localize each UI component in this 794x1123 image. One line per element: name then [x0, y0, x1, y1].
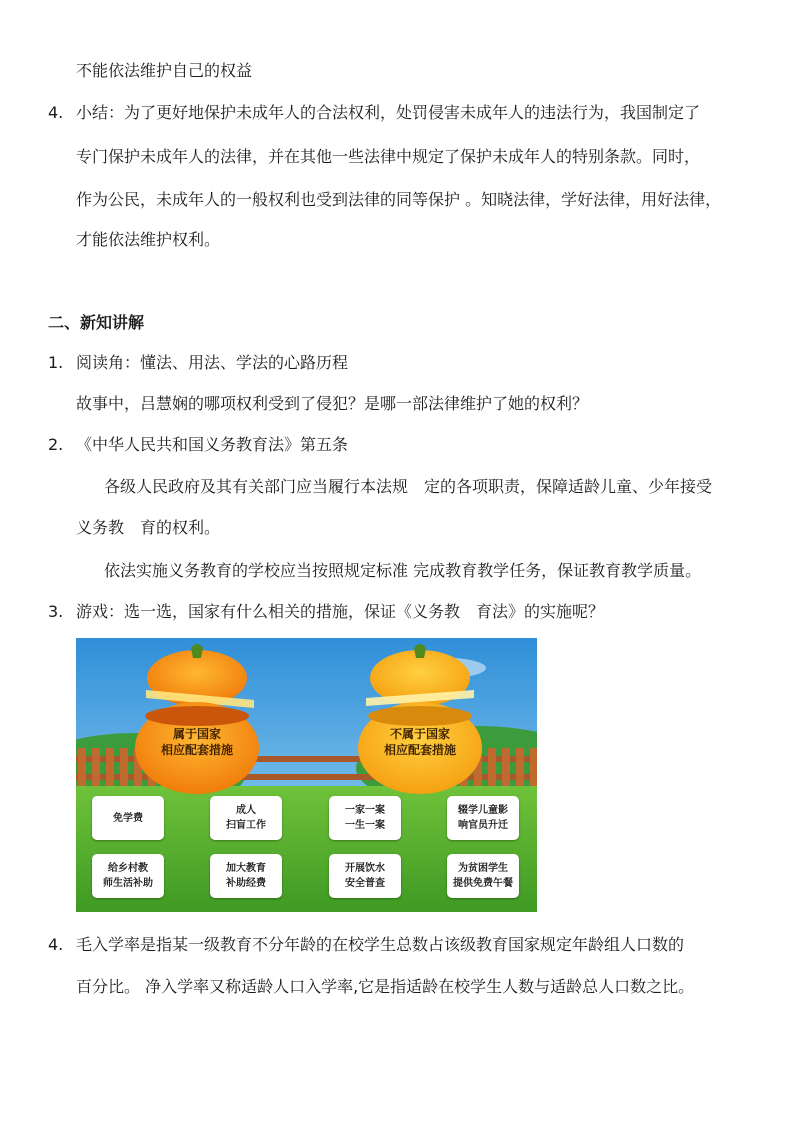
option-card[interactable]: 免学费 — [92, 796, 164, 840]
enrollment-line-2: 百分比。 净入学率又称适龄人口入学率,它是指适龄在校学生人数与适龄总人口数之比。 — [76, 977, 695, 996]
option-card[interactable]: 给乡村教 师生活补助 — [92, 854, 164, 898]
law-paragraph-1-line-1: 各级人民政府及其有关部门应当履行本法规 定的各项职责，保障适龄儿童、少年接受 — [104, 477, 713, 496]
pumpkin-label-not-belongs: 不属于国家 相应配套措施 — [383, 727, 456, 757]
reading-corner-title: 阅读角：懂法、用法、学法的心路历程 — [76, 353, 349, 372]
summary-line-2: 专门保护未成年人的法律，并在其他一些法律中规定了保护未成年人的特别条款。同时， — [76, 147, 701, 166]
item-number: 3. — [48, 602, 64, 621]
summary-line-1: 小结：为了更好地保护未成年人的合法权利，处罚侵害未成年人的违法行为，我国制定了 — [76, 103, 701, 122]
game-illustration — [76, 638, 537, 912]
option-card[interactable]: 一家一案 一生一案 — [329, 796, 401, 840]
item-number: 2. — [48, 435, 64, 454]
law-title: 《中华人民共和国义务教育法》第五条 — [76, 435, 349, 454]
section-title: 二、新知讲解 — [48, 313, 145, 332]
law-paragraph-1-line-2: 义务教 育的权利。 — [76, 518, 221, 537]
enrollment-line-1: 毛入学率是指某一级教育不分年龄的在校学生总数占该级教育国家规定年龄组人口数的 — [76, 935, 685, 954]
reading-corner-question: 故事中，吕慧娴的哪项权利受到了侵犯？是哪一部法律维护了她的权利？ — [76, 394, 589, 413]
pumpkin-label-belongs: 属于国家 相应配套措施 — [160, 727, 233, 757]
law-paragraph-2: 依法实施义务教育的学校应当按照规定标准 完成教育教学任务，保证教育教学质量。 — [104, 561, 702, 580]
item-number: 4. — [48, 935, 64, 954]
option-card[interactable]: 成人 扫盲工作 — [210, 796, 282, 840]
summary-line-4: 才能依法维护权利。 — [76, 230, 221, 249]
option-card[interactable]: 辍学儿童影 响官员升迁 — [447, 796, 519, 840]
option-card[interactable]: 开展饮水 安全普查 — [329, 854, 401, 898]
continuation-text: 不能依法维护自己的权益 — [76, 61, 253, 80]
option-card[interactable]: 为贫困学生 提供免费午餐 — [447, 854, 519, 898]
option-card[interactable]: 加大教育 补助经费 — [210, 854, 282, 898]
game-title: 游戏：选一选，国家有什么相关的措施，保证《义务教 育法》的实施呢？ — [76, 602, 605, 621]
summary-line-3: 作为公民，未成年人的一般权利也受到法律的同等保护 。知晓法律，学好法律，用好法律， — [76, 190, 722, 209]
item-number: 1. — [48, 353, 64, 372]
item-number: 4. — [48, 103, 64, 122]
